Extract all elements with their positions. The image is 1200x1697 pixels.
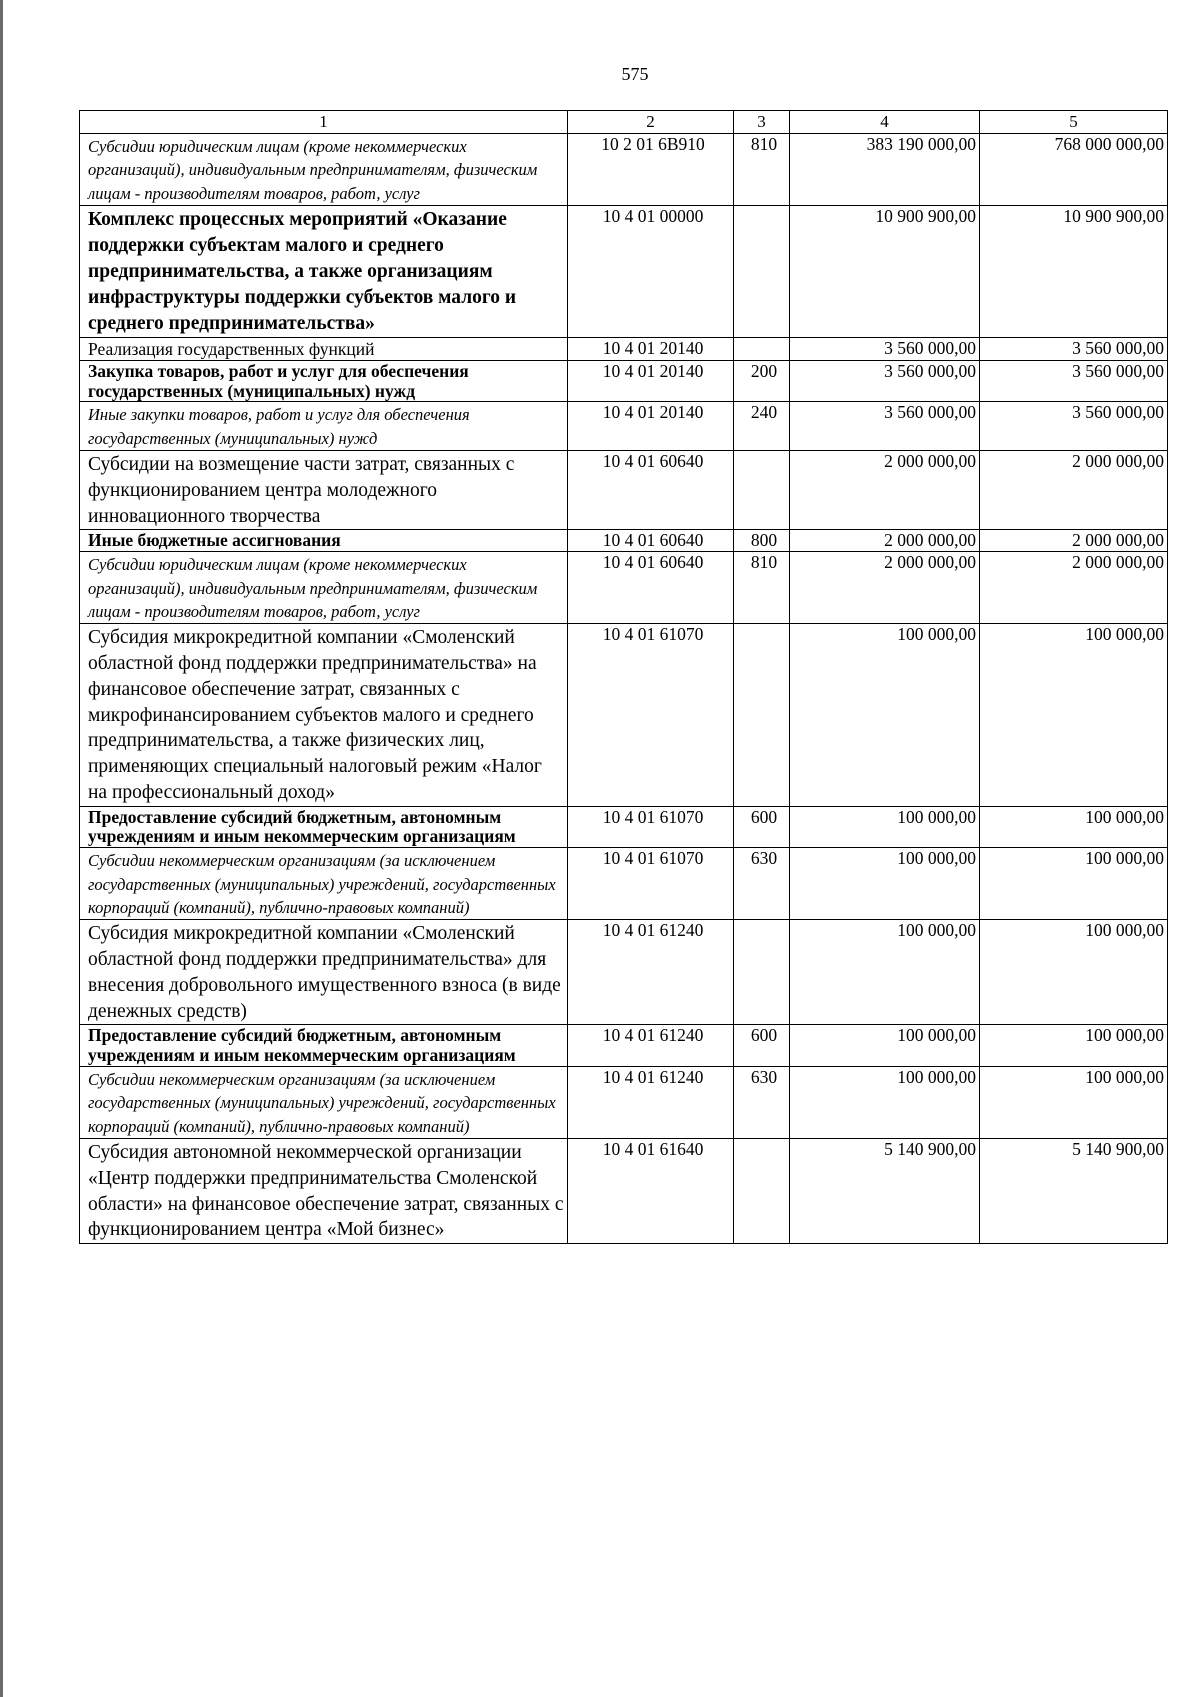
row-amount-cell: 2 000 000,00 [980,451,1168,530]
row-amount-cell: 2 000 000,00 [790,552,980,624]
row-code-cell: 10 4 01 61070 [568,806,734,848]
row-kind-cell [734,920,790,1025]
row-name-cell: Субсидии на возмещение части затрат, связанных с функционированием центра молодежного инновационного творчества [80,451,568,530]
row-code-cell: 10 4 01 20140 [568,360,734,402]
row-amount-cell: 3 560 000,00 [980,402,1168,451]
row-amount-cell: 100 000,00 [790,1025,980,1067]
row-amount-cell: 100 000,00 [790,624,980,806]
row-amount-cell: 3 560 000,00 [980,337,1168,360]
row-name-cell: Субсидии юридическим лицам (кроме некоммерческих организаций), индивидуальным предпринимателям, физическим лицам - производителям товаров, работ, услуг [80,552,568,624]
header-row [80,111,1168,134]
row-amount-cell: 100 000,00 [790,1066,980,1138]
row-name-cell: Субсидии некоммерческим организациям (за исключением государственных (муниципальных) учреждений, государственных корпораций (компаний), публично-правовых компаний) [80,1066,568,1138]
row-code-cell: 10 4 01 20140 [568,402,734,451]
row-amount-cell: 100 000,00 [980,624,1168,806]
row-amount-cell: 10 900 900,00 [790,206,980,338]
row-amount-cell: 3 560 000,00 [790,360,980,402]
row-kind-cell [734,206,790,338]
row-code-cell: 10 4 01 61070 [568,624,734,806]
row-code-cell: 10 4 01 61240 [568,1025,734,1067]
row-name-cell: Комплекс процессных мероприятий «Оказание поддержки субъектам малого и среднего предпринимательства, а также организациям инфраструктуры поддержки субъектов малого и среднего предпринимательства» [80,206,568,338]
row-amount-cell: 2 000 000,00 [790,451,980,530]
page-scan-edge [0,0,3,1697]
table-row [80,337,1168,360]
row-kind-cell [734,337,790,360]
table-row [80,624,1168,806]
table-row [80,360,1168,402]
row-name-cell: Предоставление субсидий бюджетным, автономным учреждениям и иным некоммерческим организациям [80,806,568,848]
row-name-cell: Иные бюджетные ассигнования [80,530,568,552]
row-code-cell: 10 4 01 60640 [568,530,734,552]
row-code-cell: 10 4 01 61240 [568,1066,734,1138]
budget-table [79,110,1168,1244]
row-amount-cell: 5 140 900,00 [980,1139,1168,1244]
row-kind-cell: 630 [734,848,790,920]
row-name-cell: Субсидия автономной некоммерческой организации «Центр поддержки предпринимательства Смоленской области» на финансовое обеспечение затрат, связанных с функционированием центра «Мой бизнес» [80,1139,568,1244]
table-row [80,451,1168,530]
row-amount-cell: 2 000 000,00 [790,530,980,552]
row-amount-cell: 100 000,00 [790,920,980,1025]
column-header-5: 5 [980,111,1168,134]
row-name-cell: Закупка товаров, работ и услуг для обеспечения государственных (муниципальных) нужд [80,360,568,402]
row-amount-cell: 100 000,00 [980,920,1168,1025]
column-header-2: 2 [568,111,734,134]
row-kind-cell: 810 [734,552,790,624]
table-row [80,552,1168,624]
table-row [80,134,1168,206]
row-code-cell: 10 4 01 60640 [568,552,734,624]
row-code-cell: 10 4 01 61070 [568,848,734,920]
row-amount-cell: 100 000,00 [980,806,1168,848]
row-kind-cell: 240 [734,402,790,451]
table-row [80,206,1168,338]
row-name-cell: Иные закупки товаров, работ и услуг для обеспечения государственных (муниципальных) нужд [80,402,568,451]
table-row [80,806,1168,848]
row-code-cell: 10 4 01 20140 [568,337,734,360]
row-kind-cell: 200 [734,360,790,402]
row-name-cell: Субсидия микрокредитной компании «Смоленский областной фонд поддержки предпринимательства» для внесения добровольного имущественного взноса (в виде денежных средств) [80,920,568,1025]
row-amount-cell: 383 190 000,00 [790,134,980,206]
row-code-cell: 10 4 01 61640 [568,1139,734,1244]
row-amount-cell: 3 560 000,00 [980,360,1168,402]
row-amount-cell: 10 900 900,00 [980,206,1168,338]
table-row [80,1066,1168,1138]
row-kind-cell: 600 [734,806,790,848]
row-kind-cell: 600 [734,1025,790,1067]
row-amount-cell: 5 140 900,00 [790,1139,980,1244]
table-row [80,848,1168,920]
row-name-cell: Субсидия микрокредитной компании «Смоленский областной фонд поддержки предпринимательства» на финансовое обеспечение затрат, связанных с микрофинансированием субъектов малого и среднего предпринимательства, а также физических лиц, применяющих специальный налоговый режим «Налог на профессиональный доход» [80,624,568,806]
column-header-3: 3 [734,111,790,134]
table-row [80,920,1168,1025]
row-kind-cell: 810 [734,134,790,206]
row-kind-cell [734,624,790,806]
row-kind-cell: 630 [734,1066,790,1138]
row-amount-cell: 100 000,00 [790,806,980,848]
row-kind-cell: 800 [734,530,790,552]
row-amount-cell: 100 000,00 [790,848,980,920]
row-amount-cell: 100 000,00 [980,1066,1168,1138]
table-row [80,402,1168,451]
table-row [80,530,1168,552]
row-amount-cell: 2 000 000,00 [980,552,1168,624]
row-amount-cell: 3 560 000,00 [790,337,980,360]
table-row [80,1139,1168,1244]
column-header-4: 4 [790,111,980,134]
row-amount-cell: 3 560 000,00 [790,402,980,451]
table-row [80,1025,1168,1067]
row-kind-cell [734,451,790,530]
row-code-cell: 10 2 01 6В910 [568,134,734,206]
row-code-cell: 10 4 01 00000 [568,206,734,338]
column-header-1: 1 [80,111,568,134]
row-name-cell: Субсидии юридическим лицам (кроме некоммерческих организаций), индивидуальным предпринимателям, физическим лицам - производителям товаров, работ, услуг [80,134,568,206]
table-body [80,134,1168,1244]
row-code-cell: 10 4 01 61240 [568,920,734,1025]
row-amount-cell: 100 000,00 [980,1025,1168,1067]
row-amount-cell: 768 000 000,00 [980,134,1168,206]
row-amount-cell: 2 000 000,00 [980,530,1168,552]
row-kind-cell [734,1139,790,1244]
row-name-cell: Субсидии некоммерческим организациям (за исключением государственных (муниципальных) учреждений, государственных корпораций (компаний), публично-правовых компаний) [80,848,568,920]
row-name-cell: Реализация государственных функций [80,337,568,360]
row-code-cell: 10 4 01 60640 [568,451,734,530]
page-number: 575 [621,64,649,84]
row-name-cell: Предоставление субсидий бюджетным, автономным учреждениям и иным некоммерческим организациям [80,1025,568,1067]
row-amount-cell: 100 000,00 [980,848,1168,920]
